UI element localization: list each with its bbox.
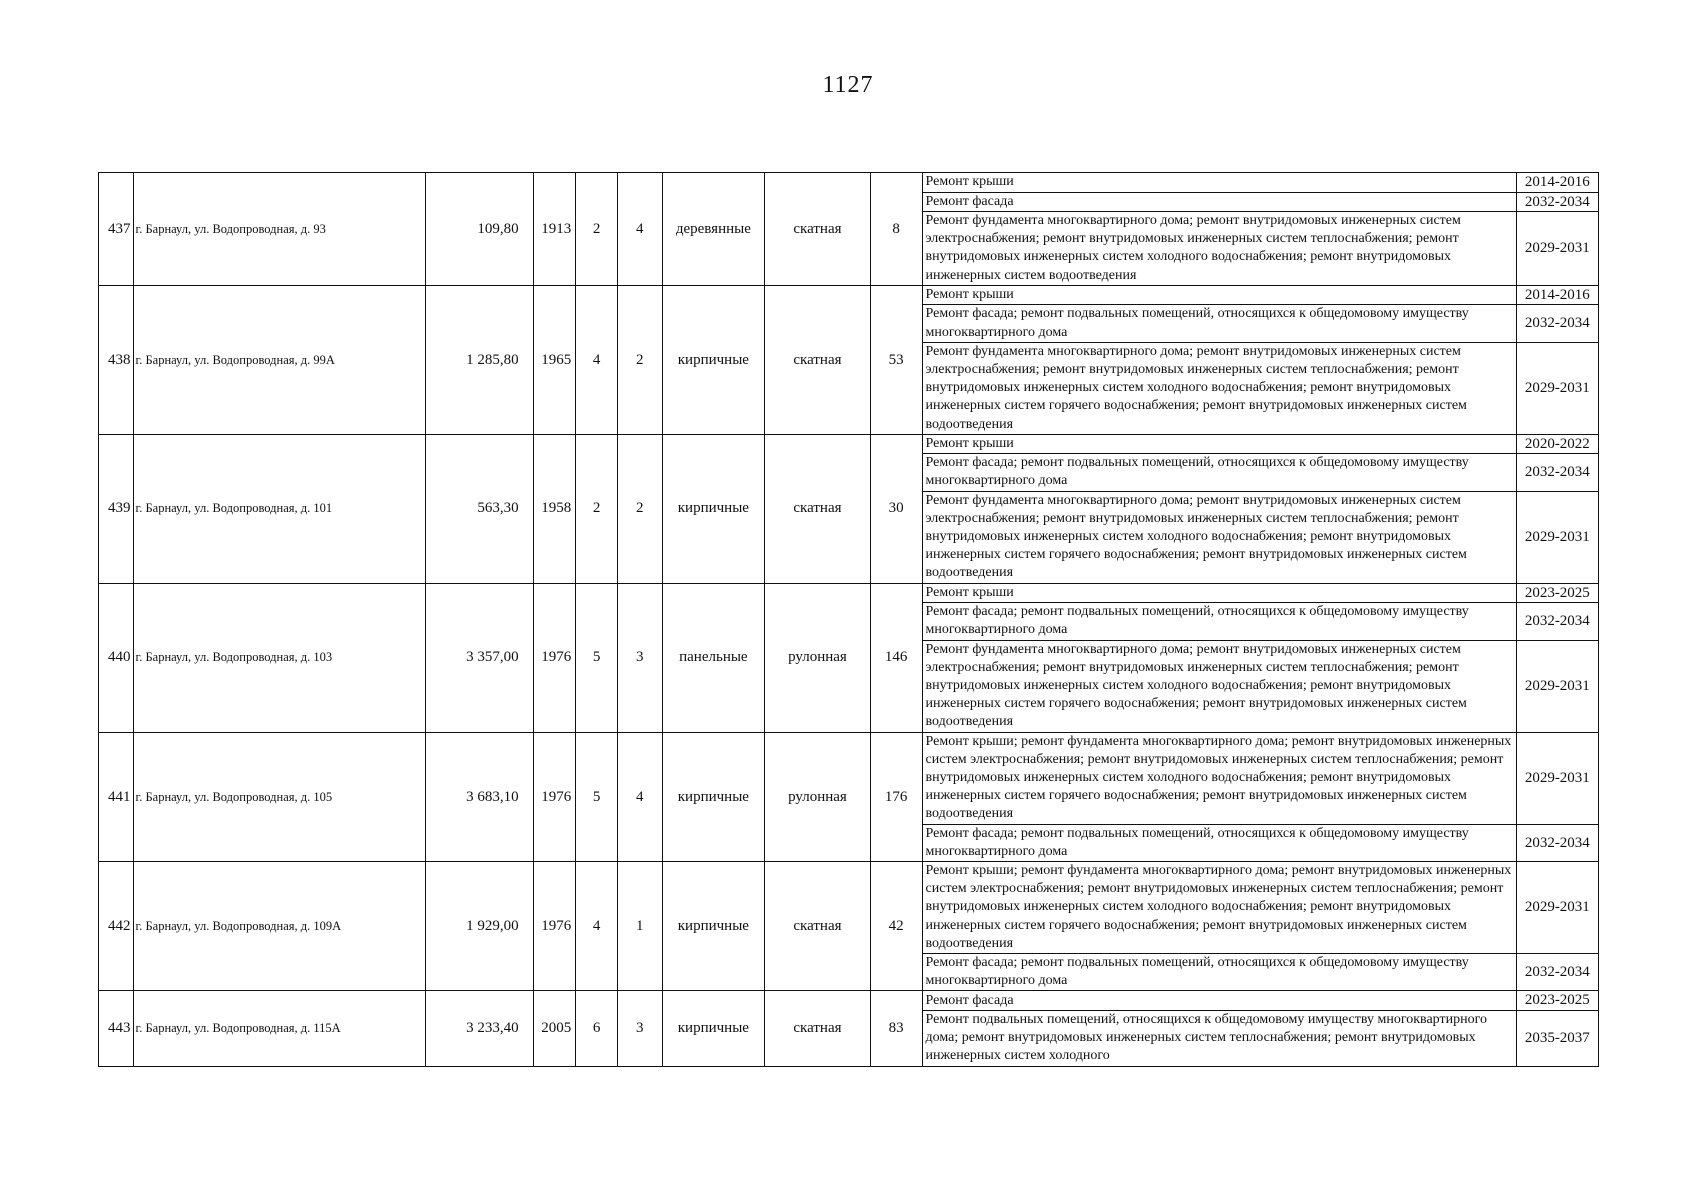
area-cell: 3 683,10 [426,732,534,861]
table-row [99,732,1599,824]
entrances-cell: 1 [617,862,662,991]
address-cell: г. Барнаул, ул. Водопроводная, д. 99А [133,285,425,434]
floors-cell: 5 [576,583,618,732]
floors-cell: 5 [576,732,618,861]
year-built-cell: 2005 [533,991,576,1066]
address-cell: г. Барнаул, ул. Водопроводная, д. 101 [133,434,425,583]
repair-period-cell: 2029-2031 [1516,212,1598,286]
table-row [99,583,1599,603]
repair-work-cell: Ремонт крыши [922,285,1516,305]
floors-cell: 4 [576,285,618,434]
wall-material-cell: кирпичные [662,434,765,583]
year-built-cell: 1913 [533,173,576,286]
repair-period-cell: 2032-2034 [1516,603,1598,640]
floors-cell: 4 [576,862,618,991]
house-number-cell: 442 [99,862,134,991]
capital-repair-table [98,172,1599,1067]
repair-work-cell: Ремонт подвальных помещений, относящихся к общедомовому имуществу многоквартирного дома; ремонт внутридомовых инженерных систем теплоснабжения; ремонт внутридомовых инженерных систем холодного [922,1010,1516,1066]
page-number: 1127 [822,72,874,98]
residents-cell: 30 [870,434,922,583]
house-number-cell: 438 [99,285,134,434]
repair-period-cell: 2023-2025 [1516,583,1598,603]
year-built-cell: 1976 [533,732,576,861]
address-cell: г. Барнаул, ул. Водопроводная, д. 103 [133,583,425,732]
repair-period-cell: 2029-2031 [1516,862,1598,954]
repair-period-cell: 2029-2031 [1516,342,1598,434]
floors-cell: 2 [576,434,618,583]
area-cell: 3 233,40 [426,991,534,1066]
repair-work-cell: Ремонт фасада [922,192,1516,212]
wall-material-cell: панельные [662,583,765,732]
residents-cell: 146 [870,583,922,732]
roof-type-cell: рулонная [765,732,871,861]
repair-work-cell: Ремонт фасада; ремонт подвальных помещений, относящихся к общедомовому имуществу многоквартирного дома [922,954,1516,991]
repair-period-cell: 2014-2016 [1516,173,1598,193]
floors-cell: 2 [576,173,618,286]
repair-period-cell: 2029-2031 [1516,491,1598,583]
entrances-cell: 2 [617,434,662,583]
repair-work-cell: Ремонт фасада; ремонт подвальных помещений, относящихся к общедомовому имуществу многоквартирного дома [922,824,1516,861]
entrances-cell: 2 [617,285,662,434]
residents-cell: 176 [870,732,922,861]
repair-work-cell: Ремонт крыши; ремонт фундамента многоквартирного дома; ремонт внутридомовых инженерных систем электроснабжения; ремонт внутридомовых инженерных систем теплоснабжения; ремонт внутридомовых инженерных систем холодного водоснабжения; ремонт внутридомовых инженерных систем горячего водоснабжения; ремонт внутридомовых инженерных систем водоотведения [922,862,1516,954]
repair-work-cell: Ремонт крыши; ремонт фундамента многоквартирного дома; ремонт внутридомовых инженерных систем электроснабжения; ремонт внутридомовых инженерных систем теплоснабжения; ремонт внутридомовых инженерных систем холодного водоснабжения; ремонт внутридомовых инженерных систем горячего водоснабжения; ремонт внутридомовых инженерных систем водоотведения [922,732,1516,824]
area-cell: 563,30 [426,434,534,583]
repair-work-cell: Ремонт фундамента многоквартирного дома; ремонт внутридомовых инженерных систем электроснабжения; ремонт внутридомовых инженерных систем теплоснабжения; ремонт внутридомовых инженерных систем холодного водоснабжения; ремонт внутридомовых инженерных систем горячего водоснабжения; ремонт внутридомовых инженерных систем водоотведения [922,342,1516,434]
wall-material-cell: кирпичные [662,991,765,1066]
residents-cell: 83 [870,991,922,1066]
entrances-cell: 4 [617,173,662,286]
house-number-cell: 437 [99,173,134,286]
repair-period-cell: 2032-2034 [1516,954,1598,991]
area-cell: 109,80 [426,173,534,286]
repair-period-cell: 2032-2034 [1516,305,1598,342]
year-built-cell: 1976 [533,583,576,732]
entrances-cell: 4 [617,732,662,861]
roof-type-cell: скатная [765,173,871,286]
roof-type-cell: скатная [765,991,871,1066]
floors-cell: 6 [576,991,618,1066]
residents-cell: 8 [870,173,922,286]
year-built-cell: 1965 [533,285,576,434]
table-row [99,434,1599,454]
table-row [99,862,1599,954]
house-number-cell: 443 [99,991,134,1066]
house-number-cell: 439 [99,434,134,583]
wall-material-cell: деревянные [662,173,765,286]
house-number-cell: 440 [99,583,134,732]
repair-period-cell: 2014-2016 [1516,285,1598,305]
repair-work-cell: Ремонт крыши [922,434,1516,454]
table-row [99,173,1599,193]
repair-work-cell: Ремонт фасада [922,991,1516,1011]
repair-period-cell: 2035-2037 [1516,1010,1598,1066]
repair-period-cell: 2032-2034 [1516,824,1598,861]
roof-type-cell: скатная [765,434,871,583]
house-number-cell: 441 [99,732,134,861]
entrances-cell: 3 [617,583,662,732]
year-built-cell: 1958 [533,434,576,583]
address-cell: г. Барнаул, ул. Водопроводная, д. 105 [133,732,425,861]
year-built-cell: 1976 [533,862,576,991]
repair-work-cell: Ремонт фундамента многоквартирного дома; ремонт внутридомовых инженерных систем электроснабжения; ремонт внутридомовых инженерных систем теплоснабжения; ремонт внутридомовых инженерных систем холодного водоснабжения; ремонт внутридомовых инженерных систем водоотведения [922,212,1516,286]
address-cell: г. Барнаул, ул. Водопроводная, д. 109А [133,862,425,991]
repair-work-cell: Ремонт фундамента многоквартирного дома; ремонт внутридомовых инженерных систем электроснабжения; ремонт внутридомовых инженерных систем теплоснабжения; ремонт внутридомовых инженерных систем холодного водоснабжения; ремонт внутридомовых инженерных систем горячего водоснабжения; ремонт внутридомовых инженерных систем водоотведения [922,640,1516,732]
repair-work-cell: Ремонт крыши [922,583,1516,603]
table-row [99,991,1599,1011]
repair-work-cell: Ремонт фасада; ремонт подвальных помещений, относящихся к общедомовому имуществу многоквартирного дома [922,603,1516,640]
wall-material-cell: кирпичные [662,285,765,434]
area-cell: 1 285,80 [426,285,534,434]
roof-type-cell: рулонная [765,583,871,732]
area-cell: 3 357,00 [426,583,534,732]
repair-period-cell: 2032-2034 [1516,192,1598,212]
wall-material-cell: кирпичные [662,862,765,991]
area-cell: 1 929,00 [426,862,534,991]
table-row [99,285,1599,305]
address-cell: г. Барнаул, ул. Водопроводная, д. 93 [133,173,425,286]
repair-work-cell: Ремонт крыши [922,173,1516,193]
address-cell: г. Барнаул, ул. Водопроводная, д. 115А [133,991,425,1066]
repair-period-cell: 2029-2031 [1516,732,1598,824]
entrances-cell: 3 [617,991,662,1066]
roof-type-cell: скатная [765,285,871,434]
repair-period-cell: 2023-2025 [1516,991,1598,1011]
residents-cell: 42 [870,862,922,991]
repair-work-cell: Ремонт фасада; ремонт подвальных помещений, относящихся к общедомовому имуществу многоквартирного дома [922,454,1516,491]
repair-period-cell: 2032-2034 [1516,454,1598,491]
repair-work-cell: Ремонт фундамента многоквартирного дома; ремонт внутридомовых инженерных систем электроснабжения; ремонт внутридомовых инженерных систем теплоснабжения; ремонт внутридомовых инженерных систем холодного водоснабжения; ремонт внутридомовых инженерных систем горячего водоснабжения; ремонт внутридомовых инженерных систем водоотведения [922,491,1516,583]
wall-material-cell: кирпичные [662,732,765,861]
repair-period-cell: 2020-2022 [1516,434,1598,454]
roof-type-cell: скатная [765,862,871,991]
residents-cell: 53 [870,285,922,434]
repair-work-cell: Ремонт фасада; ремонт подвальных помещений, относящихся к общедомовому имуществу многоквартирного дома [922,305,1516,342]
repair-period-cell: 2029-2031 [1516,640,1598,732]
